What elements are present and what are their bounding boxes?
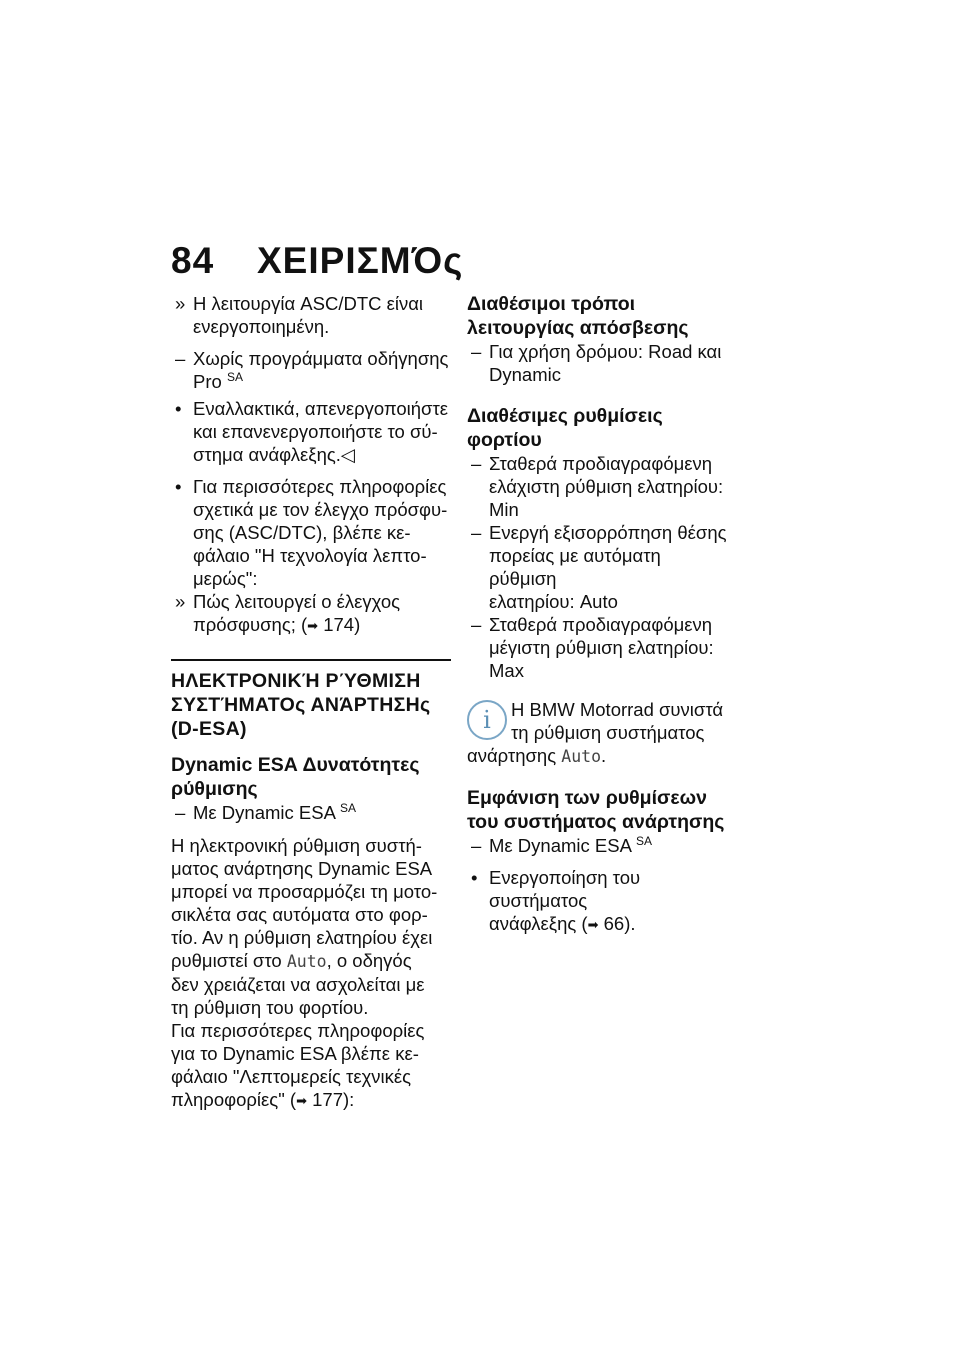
setting-value: Auto: [286, 952, 327, 971]
bullet-item: • Ενεργοποίηση του συστήματος ανάφλεξης (➡ 66).: [471, 867, 641, 934]
info-icon: i: [467, 700, 507, 740]
condition-item: – Με Dynamic ESA $^{SA}$: [471, 834, 653, 856]
left-column: [171, 292, 451, 1112]
bullet-icon: •: [175, 476, 182, 497]
page-reference-link[interactable]: 177):: [312, 1089, 355, 1110]
paragraph: Για περισσότερες πληροφορίες για το Dynamic ESA βλέπε κε- φάλαιο "Λεπτομερείς τεχνικές πληροφορίες" (➡ 177):: [171, 1020, 425, 1110]
subsection-heading: Διαθέσιμες ρυθμίσεις φορτίου: [467, 405, 663, 451]
option-item: – Σταθερά προδιαγραφόμενη μέγιστη ρύθμιση ελατηρίου: Max: [471, 614, 714, 681]
reference-arrow-icon: ➡: [307, 618, 319, 633]
info-note: i Η BMW Motorrad συνιστά τη ρύθμιση συστήματος ανάρτησης Auto.: [467, 699, 724, 766]
condition-item: – Για χρήση δρόμου: Road και Dynamic: [471, 341, 722, 385]
dash-icon: –: [471, 453, 482, 474]
subsection-heading: Εμφάνιση των ρυθμίσεων του συστήματος ανάρτησης: [467, 787, 725, 833]
chapter-title: ΧΕΙΡΙΣΜΌς: [257, 240, 464, 281]
page-header: [171, 240, 463, 282]
reference-arrow-icon: ➡: [587, 917, 599, 932]
subsection-heading: Διαθέσιμοι τρόποι λειτουργίας απόσβεσης: [467, 293, 689, 339]
page-number: 84: [171, 240, 215, 281]
dash-icon: –: [471, 341, 482, 362]
dash-icon: –: [471, 614, 482, 635]
result-item: » Η λειτουργία ASC/DTC είναι ενεργοποιημένη.: [175, 293, 424, 337]
bullet-item: • Για περισσότερες πληροφορίες σχετικά με τον έλεγχο πρόσφυ- σης (ASC/DTC), βλέπε κε- φάλαιο "Η τεχνολογία λεπτο- μερώς":: [175, 476, 448, 589]
result-item: » Πώς λειτουργεί ο έλεγχος πρόσφυσης; (➡ 174): [175, 591, 401, 635]
dash-icon: –: [471, 835, 482, 856]
result-marker-icon: »: [175, 293, 186, 314]
dash-icon: –: [175, 348, 186, 369]
setting-value: Auto: [561, 747, 602, 766]
dash-icon: –: [471, 522, 482, 543]
reference-arrow-icon: ➡: [296, 1093, 307, 1108]
bullet-icon: •: [471, 867, 478, 888]
option-item: – Ενεργή εξισορρόπηση θέσης πορείας με αυτόματη ρύθμιση ελατηρίου: Auto: [471, 522, 727, 612]
page-reference-link[interactable]: 66).: [603, 913, 636, 934]
sa-superscript: SA: [226, 370, 243, 384]
page-reference-link[interactable]: 174): [323, 614, 361, 635]
bullet-icon: •: [175, 398, 182, 419]
bullet-item: • Εναλλακτικά, απενεργοποιήστε και επανενεργοποιήστε το σύ- στημα ανάφλεξης.◁: [175, 398, 449, 465]
paragraph: Η ηλεκτρονική ρύθμιση συστή- ματος ανάρτησης Dynamic ESA μπορεί να προσαρμόζει τη μοτο- σικλέτα σας αυτόματα στο φορ- τίο. Αν η ρύθμιση ελατηρίου έχει ρυθμιστεί στο Auto, ο οδηγός δεν χρειάζεται να ασχολείται με τη ρύθμιση του φορτίου.: [171, 835, 438, 1018]
sa-superscript: SA: [340, 801, 357, 815]
result-marker-icon: »: [175, 591, 186, 612]
subsection-heading: Dynamic ESA Δυνατότητες ρύθμισης: [171, 754, 420, 800]
right-column: [467, 292, 729, 936]
option-item: – Σταθερά προδιαγραφόμενη ελάχιστη ρύθμιση ελατηρίου: Min: [471, 453, 724, 520]
section-heading: ΗΛΕΚΤΡΟΝΙΚΉ ΡΎΘΜΙΣΗ ΣΥΣΤΉΜΑΤΟς ΑΝΆΡΤΗΣΗς (D-ESA): [171, 670, 431, 740]
condition-item: – Χωρίς προγράμματα οδήγησης Pro $^{SA}$: [175, 348, 449, 392]
section-divider: [171, 659, 451, 661]
dash-icon: –: [175, 802, 186, 823]
sa-superscript: SA: [636, 834, 653, 848]
condition-item: – Με Dynamic ESA $^{SA}$: [175, 801, 357, 823]
